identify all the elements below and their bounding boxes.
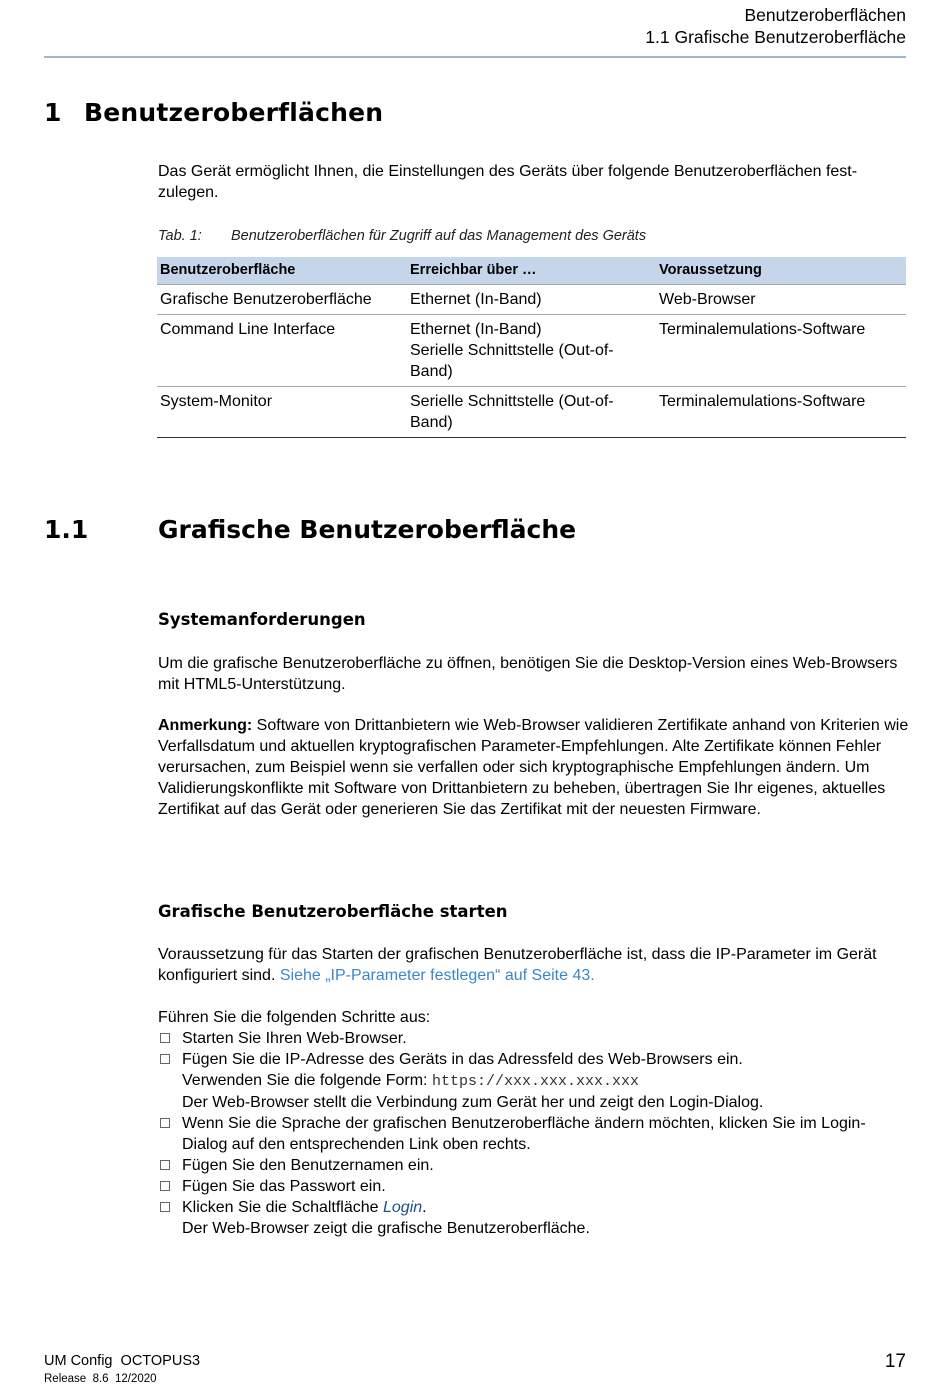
step-result: Der Web-Browser zeigt die grafische Benutzeroberfläche. xyxy=(182,1220,590,1237)
list-item xyxy=(158,1176,910,1197)
step-text: Fügen Sie das Passwort ein. xyxy=(182,1178,386,1195)
list-item xyxy=(158,1113,910,1155)
note-text: Software von Drittanbietern wie Web-Browser validieren Zertifikate anhand von Kriterien wie Verfallsdatum und aktuellen kryptografischen Parameter-Empfehlungen. Alte Zertifikate können Fehler verursachen, zum Beispiel wenn sie verfallen oder sich kryptographische Empfehlungen ändern. Um Validierungskonflikte mit Software von Drittanbietern zu beheben, übertragen Sie Ihr eigenes, aktuelles Zertifikat auf das Gerät oder generieren Sie das Zertifikat mit der neuesten Firmware. xyxy=(158,717,909,818)
url-format: https://xxx.xxx.xxx.xxx xyxy=(431,1073,639,1090)
checkbox-icon xyxy=(160,1033,170,1043)
table-row xyxy=(157,387,906,438)
list-item xyxy=(158,1049,910,1070)
step-continuation xyxy=(158,1070,910,1092)
table-cell: Ethernet (In-Band) Serielle Schnittstelle (Out-of-Band) xyxy=(407,315,656,387)
start-heading: Grafische Benutzeroberfläche starten xyxy=(158,902,508,921)
sysreq-heading: Systemanforderungen xyxy=(158,610,366,629)
table-header-cell: Erreichbar über … xyxy=(407,257,656,285)
checkbox-icon xyxy=(160,1054,170,1064)
checkbox-icon xyxy=(160,1181,170,1191)
table-cell: Terminalemulations-Software xyxy=(656,387,906,438)
chapter-title: Benutzeroberflächen xyxy=(84,98,384,127)
chapter-heading xyxy=(44,98,383,127)
interfaces-table xyxy=(157,257,906,438)
chapter-number: 1 xyxy=(44,98,62,127)
note-paragraph xyxy=(158,715,910,820)
step-text: Fügen Sie den Benutzernamen ein. xyxy=(182,1157,434,1174)
step-text-prefix: Klicken Sie die Schaltfläche xyxy=(182,1199,383,1216)
table-header-cell: Benutzeroberfläche xyxy=(157,257,407,285)
table-header-row xyxy=(157,257,906,285)
running-header-chapter: Benutzeroberflächen xyxy=(744,5,906,25)
footer-release: Release 8.6 12/2020 xyxy=(44,1373,157,1385)
header-divider xyxy=(44,56,906,58)
table-row xyxy=(157,315,906,387)
running-header-section: 1.1 Grafische Benutzeroberfläche xyxy=(645,27,906,47)
running-header xyxy=(645,4,906,48)
table-cell: Grafische Benutzeroberfläche xyxy=(157,285,407,315)
steps-list xyxy=(158,1007,910,1239)
checkbox-icon xyxy=(160,1118,170,1128)
table-cell: System-Monitor xyxy=(157,387,407,438)
list-item xyxy=(158,1197,910,1218)
section-heading xyxy=(44,515,576,544)
table-caption xyxy=(158,228,646,244)
table-cell: Ethernet (In-Band) xyxy=(407,285,656,315)
step-result: Der Web-Browser stellt die Verbindung zum Gerät her und zeigt den Login-Dialog. xyxy=(182,1094,764,1111)
table-cell: Command Line Interface xyxy=(157,315,407,387)
step-text-suffix: . xyxy=(422,1199,427,1216)
checkbox-icon xyxy=(160,1202,170,1212)
step-text: Fügen Sie die IP-Adresse des Geräts in das Adressfeld des Web-Browsers ein. xyxy=(182,1051,743,1068)
footer-document: UM Config OCTOPUS3 xyxy=(44,1353,201,1369)
form-label: Verwenden Sie die folgende Form: xyxy=(182,1072,432,1089)
steps-intro: Führen Sie die folgenden Schritte aus: xyxy=(158,1009,431,1026)
page-number: 17 xyxy=(884,1351,906,1372)
footer xyxy=(44,1352,200,1388)
table-caption-number: Tab. 1: xyxy=(158,228,202,244)
list-item xyxy=(158,1028,910,1049)
note-label: Anmerkung: xyxy=(158,717,253,734)
cross-reference-link[interactable]: Siehe „IP-Parameter festlegen“ auf Seite 43. xyxy=(279,967,595,984)
table-cell: Web-Browser xyxy=(656,285,906,315)
table-cell: Serielle Schnittstelle (Out-of-Band) xyxy=(407,387,656,438)
start-paragraph xyxy=(158,944,910,986)
table-header-cell: Voraussetzung xyxy=(656,257,906,285)
table-caption-text: Benutzeroberflächen für Zugriff auf das Management des Geräts xyxy=(231,228,647,244)
checkbox-icon xyxy=(160,1160,170,1170)
table-row xyxy=(157,285,906,315)
section-number: 1.1 xyxy=(44,515,89,544)
table-cell: Terminalemulations-Software xyxy=(656,315,906,387)
step-text: Wenn Sie die Sprache der grafischen Benutzeroberfläche ändern möchten, klicken Sie im Login-Dialog auf den entsprechenden Link oben rechts. xyxy=(182,1115,866,1153)
list-item xyxy=(158,1155,910,1176)
intro-paragraph: Das Gerät ermöglicht Ihnen, die Einstellungen des Geräts über folgende Benutzeroberflächen festzulegen. xyxy=(158,163,858,201)
start-text: Voraussetzung für das Starten der grafischen Benutzeroberfläche ist, dass die IP-Parameter im Gerät konfiguriert sind. xyxy=(158,946,877,984)
section-title: Grafische Benutzeroberfläche xyxy=(158,515,577,544)
sysreq-paragraph: Um die grafische Benutzeroberfläche zu öffnen, benötigen Sie die Desktop-Version eines Web-Browsers mit HTML5-Unterstützung. xyxy=(158,655,898,693)
login-button-reference: Login xyxy=(383,1199,423,1216)
step-text: Starten Sie Ihren Web-Browser. xyxy=(182,1030,407,1047)
